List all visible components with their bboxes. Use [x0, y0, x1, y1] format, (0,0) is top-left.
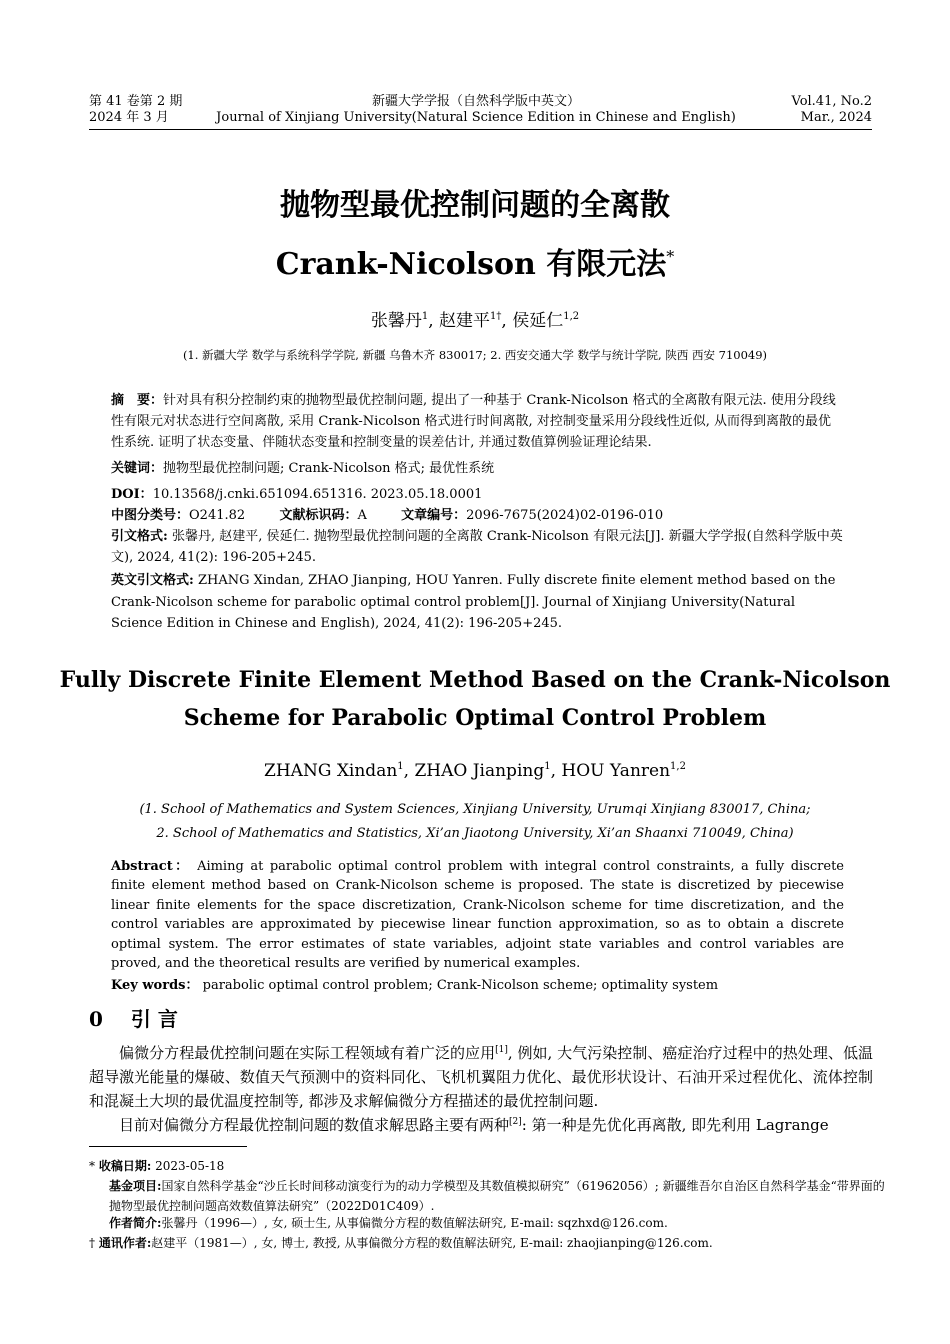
header-rule	[89, 129, 872, 130]
footnote-received	[89, 1157, 873, 1177]
doc-code-label: 文献标识码：	[279, 508, 358, 523]
author-cn-sup: 1,2	[563, 311, 580, 322]
article-no-label: 文章编号：	[401, 508, 467, 523]
abstract-cn-label: 摘 要：	[111, 393, 164, 408]
author-en-name: ZHANG Xindan	[264, 761, 398, 781]
received-date: 2023-05-18	[155, 1159, 225, 1173]
keywords-cn	[111, 458, 844, 479]
author-en-sup: 1	[544, 761, 551, 772]
author-cn-name: 赵建平	[439, 311, 491, 331]
abstract-en	[111, 857, 844, 973]
clc-label: 中图分类号：	[111, 508, 190, 523]
footnote-corresponding	[89, 1234, 873, 1254]
para1-text-a: 偏微分方程最优控制问题在实际工程领域有着广泛的应用	[119, 1044, 496, 1062]
footnote-mark: *	[89, 1159, 95, 1173]
section-title: 引 言	[130, 1007, 178, 1031]
classification-line	[111, 505, 844, 526]
para2-text-a: 目前对偏微分方程最优控制问题的数值求解思路主要有两种	[119, 1116, 510, 1134]
citation-cn-text: 张馨丹, 赵建平, 侯延仁. 抛物型最优控制问题的全离散 Crank-Nicolson 有限元法[J]. 新疆大学学报(自然科学版中英文), 2024, 41(2): 196-205+245.	[111, 529, 843, 565]
keywords-en-text: parabolic optimal control problem; Crank-Nicolson scheme; optimality system	[202, 978, 719, 993]
keywords-en-label: Key words：	[111, 978, 199, 993]
header-journal-cn: 新疆大学学报（自然科学版中英文）	[371, 94, 580, 109]
author-en-name: ZHAO Jianping	[414, 761, 545, 781]
para2-text-b: : 第一种是先优化再离散, 即先利用 Lagrange	[521, 1116, 829, 1134]
author-bio-text: 张馨丹（1996—）, 女, 硕士生, 从事偏微分方程的数值解法研究, E-mail: sqzhxd@126.com.	[161, 1216, 668, 1230]
keywords-cn-label: 关键词：	[111, 461, 164, 476]
title-footnote-mark: *	[666, 247, 675, 266]
footnote-dagger: †	[89, 1236, 95, 1250]
affiliation-en-1: (1. School of Mathematics and System Sciences, Xinjiang University, Urumqi Xinjiang 830017, China;	[139, 802, 811, 817]
citation-en-label: 英文引文格式:	[111, 573, 194, 588]
footnote-fund	[89, 1177, 893, 1216]
author-bio-label: 作者简介:	[109, 1216, 162, 1230]
title-cn-line2	[0, 237, 950, 285]
affiliation-cn: (1. 新疆大学 数学与系统科学学院, 新疆 乌鲁木齐 830017; 2. 西安交通大学 数学与统计学院, 陕西 西安 710049)	[182, 348, 768, 362]
citation-en	[111, 570, 844, 635]
authors-cn	[0, 306, 950, 332]
citation-ref[interactable]: [1]	[495, 1045, 508, 1055]
abstract-cn-text: 针对具有积分控制约束的抛物型最优控制问题, 提出了一种基于 Crank-Nicolson 格式的全离散有限元法. 使用分段线性有限元对状态进行空间离散, 采用 Crank-Nicolson 格式进行时间离散, 对控制变量采用分段线性近似, 从而得到离散的最优性系统. 证明了状态变量、伴随状态变量和控制变量的误差估计, 并通过数值算例验证理论结果.	[111, 393, 836, 450]
header-journal	[200, 94, 752, 126]
article-no-value: 2096-7675(2024)02-0196-010	[466, 508, 664, 523]
author-en-sup: 1	[397, 761, 404, 772]
keywords-en	[111, 975, 844, 996]
header-date-en: Mar., 2024	[800, 110, 872, 125]
author-cn-sup: 1†	[490, 311, 502, 322]
footnote-author-bio	[89, 1214, 893, 1234]
keywords-cn-text: 抛物型最优控制问题; Crank-Nicolson 格式; 最优性系统	[163, 461, 495, 476]
doi-label: DOI：	[111, 487, 153, 502]
author-separator: ,	[428, 311, 440, 331]
author-en-sup: 1,2	[670, 761, 686, 772]
body-paragraph-1	[89, 1038, 873, 1113]
author-cn-name: 侯延仁	[512, 311, 564, 331]
para1-text-b: , 例如, 大气污染控制、癌症治疗过程中的热处理、低温超导激光能量的爆破、数值天气预测中的资料同化、飞机机翼阻力优化、最优形状设计、石油开采过程优化、流体控制和混凝土大坝的最优温度控制等, 都涉及求解偏微分方程描述的最优控制问题.	[89, 1044, 873, 1110]
fund-label: 基金项目:	[109, 1179, 162, 1193]
author-separator: ,	[550, 761, 562, 781]
received-label: 收稿日期:	[98, 1159, 152, 1173]
corr-text: 赵建平（1981—）, 女, 博士, 教授, 从事偏微分方程的数值解法研究, E-mail: zhaojianping@126.com.	[151, 1236, 713, 1250]
header-volume-issue: 第 41 卷第 2 期	[89, 94, 183, 109]
author-en-name: HOU Yanren	[561, 761, 671, 781]
footnote-rule	[89, 1146, 247, 1147]
abstract-en-label: Abstract：	[111, 859, 191, 874]
body-paragraph-2	[89, 1110, 873, 1137]
abstract-en-text: Aiming at parabolic optimal control problem with integral control constraints, a fully discrete finite element method based on Crank-Nicolson scheme is proposed. The state is discretized by piecewise linear finite elements for the space discretization, Crank-Nicolson scheme for time discretization, and the control variables are approximated by piecewise linear function approximation, so as to obtain a discrete optimal system. The error estimates of state variables, adjoint state variables and control variables are proved, and the theoretical results are verified by numerical examples.	[111, 859, 844, 972]
title-cn-line2-text: Crank-Nicolson 有限元法	[275, 247, 667, 282]
doi-value: 10.13568/j.cnki.651094.651316. 2023.05.18.0001	[152, 487, 483, 502]
title-en-line1: Fully Discrete Finite Element Method Based on the Crank-Nicolson	[59, 667, 891, 693]
affiliation-en-2: 2. School of Mathematics and Statistics, Xi’an Jiaotong University, Xi’an Shaanxi 710049, China)	[156, 826, 794, 841]
abstract-cn	[111, 390, 844, 453]
title-cn-line1: 抛物型最优控制问题的全离散	[280, 188, 670, 223]
doc-code-value: A	[357, 508, 367, 523]
citation-en-text: ZHANG Xindan, ZHAO Jianping, HOU Yanren. Fully discrete finite element method based on the Crank-Nicolson scheme for parabolic optimal control problem[J]. Journal of Xinjiang University(Natural Science Edition in Chinese and English), 2024, 41(2): 196-205+245.	[111, 573, 836, 631]
doi-line	[111, 484, 844, 505]
fund-text: 国家自然科学基金“沙丘长时间移动演变行为的动力学模型及其数值模拟研究”（61962056）; 新疆维吾尔自治区自然科学基金“带界面的抛物型最优控制问题高效数值算法研究”（2022D01C409）.	[109, 1179, 885, 1213]
header-date: 2024 年 3 月	[89, 110, 169, 125]
citation-cn-label: 引文格式:	[111, 529, 168, 544]
citation-ref[interactable]: [2]	[509, 1117, 522, 1127]
header-volume-en	[792, 94, 873, 126]
section-number: 0	[89, 1007, 103, 1031]
header-journal-en: Journal of Xinjiang University(Natural Science Edition in Chinese and English)	[216, 110, 736, 125]
authors-en	[0, 756, 950, 782]
author-separator: ,	[501, 311, 513, 331]
section-heading	[89, 1006, 206, 1032]
author-cn-name: 张馨丹	[370, 311, 422, 331]
citation-cn	[111, 526, 844, 568]
author-separator: ,	[403, 761, 415, 781]
clc-value: O241.82	[189, 508, 246, 523]
header-vol-no: Vol.41, No.2	[791, 94, 872, 109]
title-en-line2: Scheme for Parabolic Optimal Control Problem	[183, 705, 767, 731]
author-cn-sup: 1	[421, 311, 429, 322]
corr-label: 通讯作者:	[98, 1236, 152, 1250]
header-volume	[89, 94, 182, 126]
